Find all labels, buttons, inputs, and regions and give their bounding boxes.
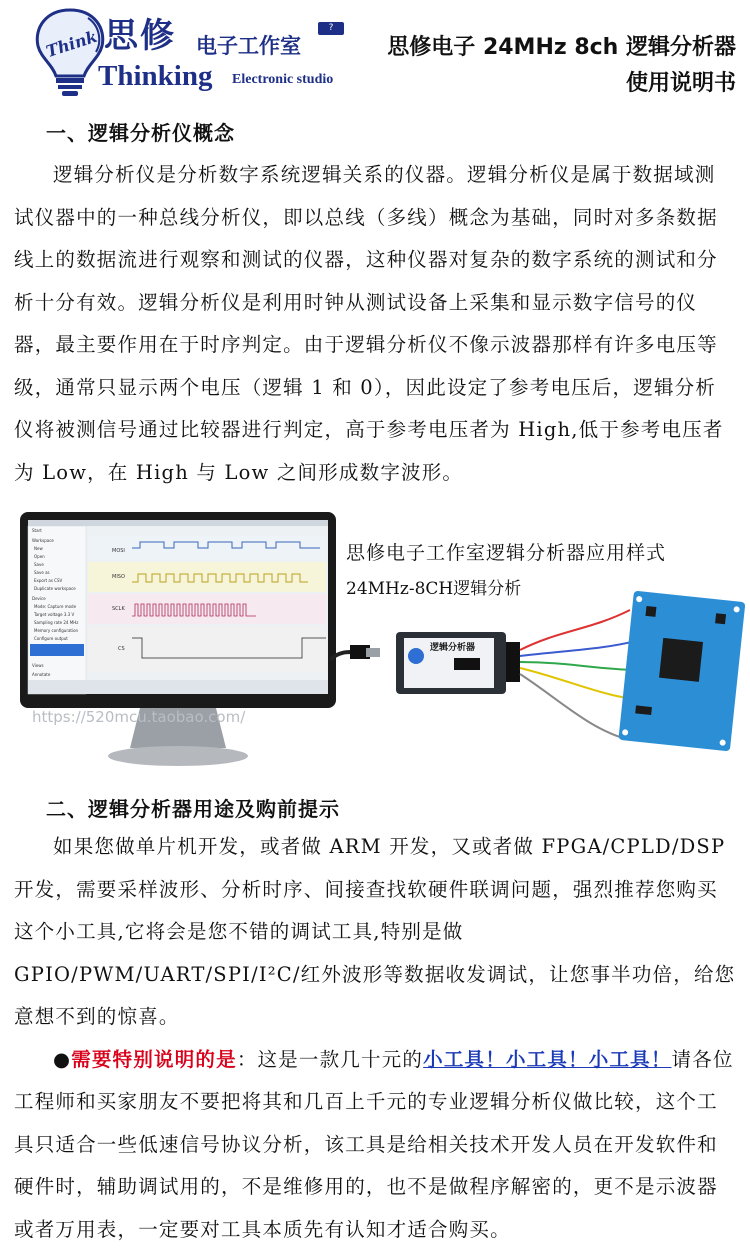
sidebar-item: Save <box>34 562 44 567</box>
channel-label: CS <box>118 646 125 652</box>
sidebar-item: Export as CSV <box>34 578 63 583</box>
sidebar-item: Duplicate workspace <box>34 586 76 591</box>
brand-name-cn: 思修 <box>104 8 176 57</box>
sidebar-item: Open <box>34 554 45 559</box>
sidebar-item: Sampling rate 24 MHz <box>34 620 78 625</box>
section2-note <box>14 1039 736 1251</box>
bullet: ● <box>53 1048 71 1071</box>
section1-heading: 一、逻辑分析仪概念 <box>46 117 235 146</box>
monitor-illustration <box>20 512 336 774</box>
sidebar-item: Device <box>32 596 46 601</box>
sidebar-item: Annotate <box>32 672 51 677</box>
section2-heading: 二、逻辑分析器用途及购前提示 <box>46 793 340 822</box>
sidebar-item: Start <box>32 528 42 533</box>
sidebar-item: Memory configuration <box>34 628 79 633</box>
section2-paragraph: 如果您做单片机开发，或者做 ARM 开发，又或者做 FPGA/CPLD/DSP 开发，需要采样波形、分析时序、间接查找软硬件联调问题，强烈推荐您购买这个小工具,它将会是您不错的调试工具,特别是做 GPIO/PWM/UART/SPI/I²C/红外波形等数据收发调试，让您事半功倍，给您意想不到的惊喜。 <box>14 826 736 1039</box>
watermark: https://520mcu.taobao.com/ <box>32 708 246 726</box>
channel-label: MISO <box>112 574 125 580</box>
channel-label: SCLK <box>112 606 125 612</box>
device-label: 逻辑分析器 <box>429 641 475 653</box>
illustration-caption: 思修电子工作室逻辑分析器应用样式 <box>346 538 666 565</box>
brand-badge: ? <box>318 22 344 35</box>
note-highlight-link[interactable]: 小工具！小工具！小工具！ <box>423 1048 671 1071</box>
illustration-subcaption: 24MHz-8CH逻辑分析 <box>346 574 521 599</box>
device-illustration <box>330 590 750 780</box>
brand-subtitle-en: Electronic studio <box>232 72 333 88</box>
sidebar-item: Workspace <box>32 538 54 543</box>
note-label: 需要特别说明的是 <box>71 1048 237 1071</box>
doc-subtitle: 使用说明书 <box>626 66 736 97</box>
doc-title: 思修电子 24MHz 8ch 逻辑分析器 <box>387 30 736 61</box>
section1-body <box>14 154 736 494</box>
logo-text: Think <box>44 27 100 61</box>
note-colon: ：这是一款几十元的 <box>237 1048 423 1071</box>
device-logo-icon <box>408 648 424 664</box>
brand-subtitle-cn: 电子工作室 <box>196 30 301 60</box>
sidebar-item: Configure output <box>34 636 68 641</box>
note-rest: 请各位工程师和买家朋友不要把将其和几百上千元的专业逻辑分析仪做比较，这个工具只适合一些低速信号协议分析，该工具是给相关技术开发人员在开发软件和硬件时，辅助调试用的，不是维修用的，也不是做程序解密的，更不是示波器或者万用表，一定要对工具本质先有认知才适合购买。 <box>14 1048 734 1241</box>
channel-label: MOSI <box>112 548 125 554</box>
sidebar-item: Save as <box>34 570 50 575</box>
section1-paragraph: 逻辑分析仪是分析数字系统逻辑关系的仪器。逻辑分析仪是属于数据域测试仪器中的一种总线分析仪，即以总线（多线）概念为基础，同时对多条数据线上的数据流进行观察和测试的仪器，这种仪器对复杂的数字系统的测试和分析十分有效。逻辑分析仪是利用时钟从测试设备上采集和显示数字信号的仪器，最主要作用在于时序判定。由于逻辑分析仪不像示波器那样有许多电压等级，通常只显示两个电压（逻辑 1 和 0），因此设定了参考电压后，逻辑分析仪将被测信号通过比较器进行判定，高于参考电压者为 High,低于参考电压者为 Low，在 High 与 Low 之间形成数字波形。 <box>14 154 736 494</box>
sidebar-item: Target voltage 3.3 V <box>33 612 74 617</box>
section2-body <box>14 826 736 1251</box>
sidebar-item: New <box>34 546 43 551</box>
sidebar-item: Views <box>32 663 44 668</box>
brand-name-en: Thinking <box>98 60 212 93</box>
sidebar-item: Mode: Capture mode <box>34 604 77 609</box>
